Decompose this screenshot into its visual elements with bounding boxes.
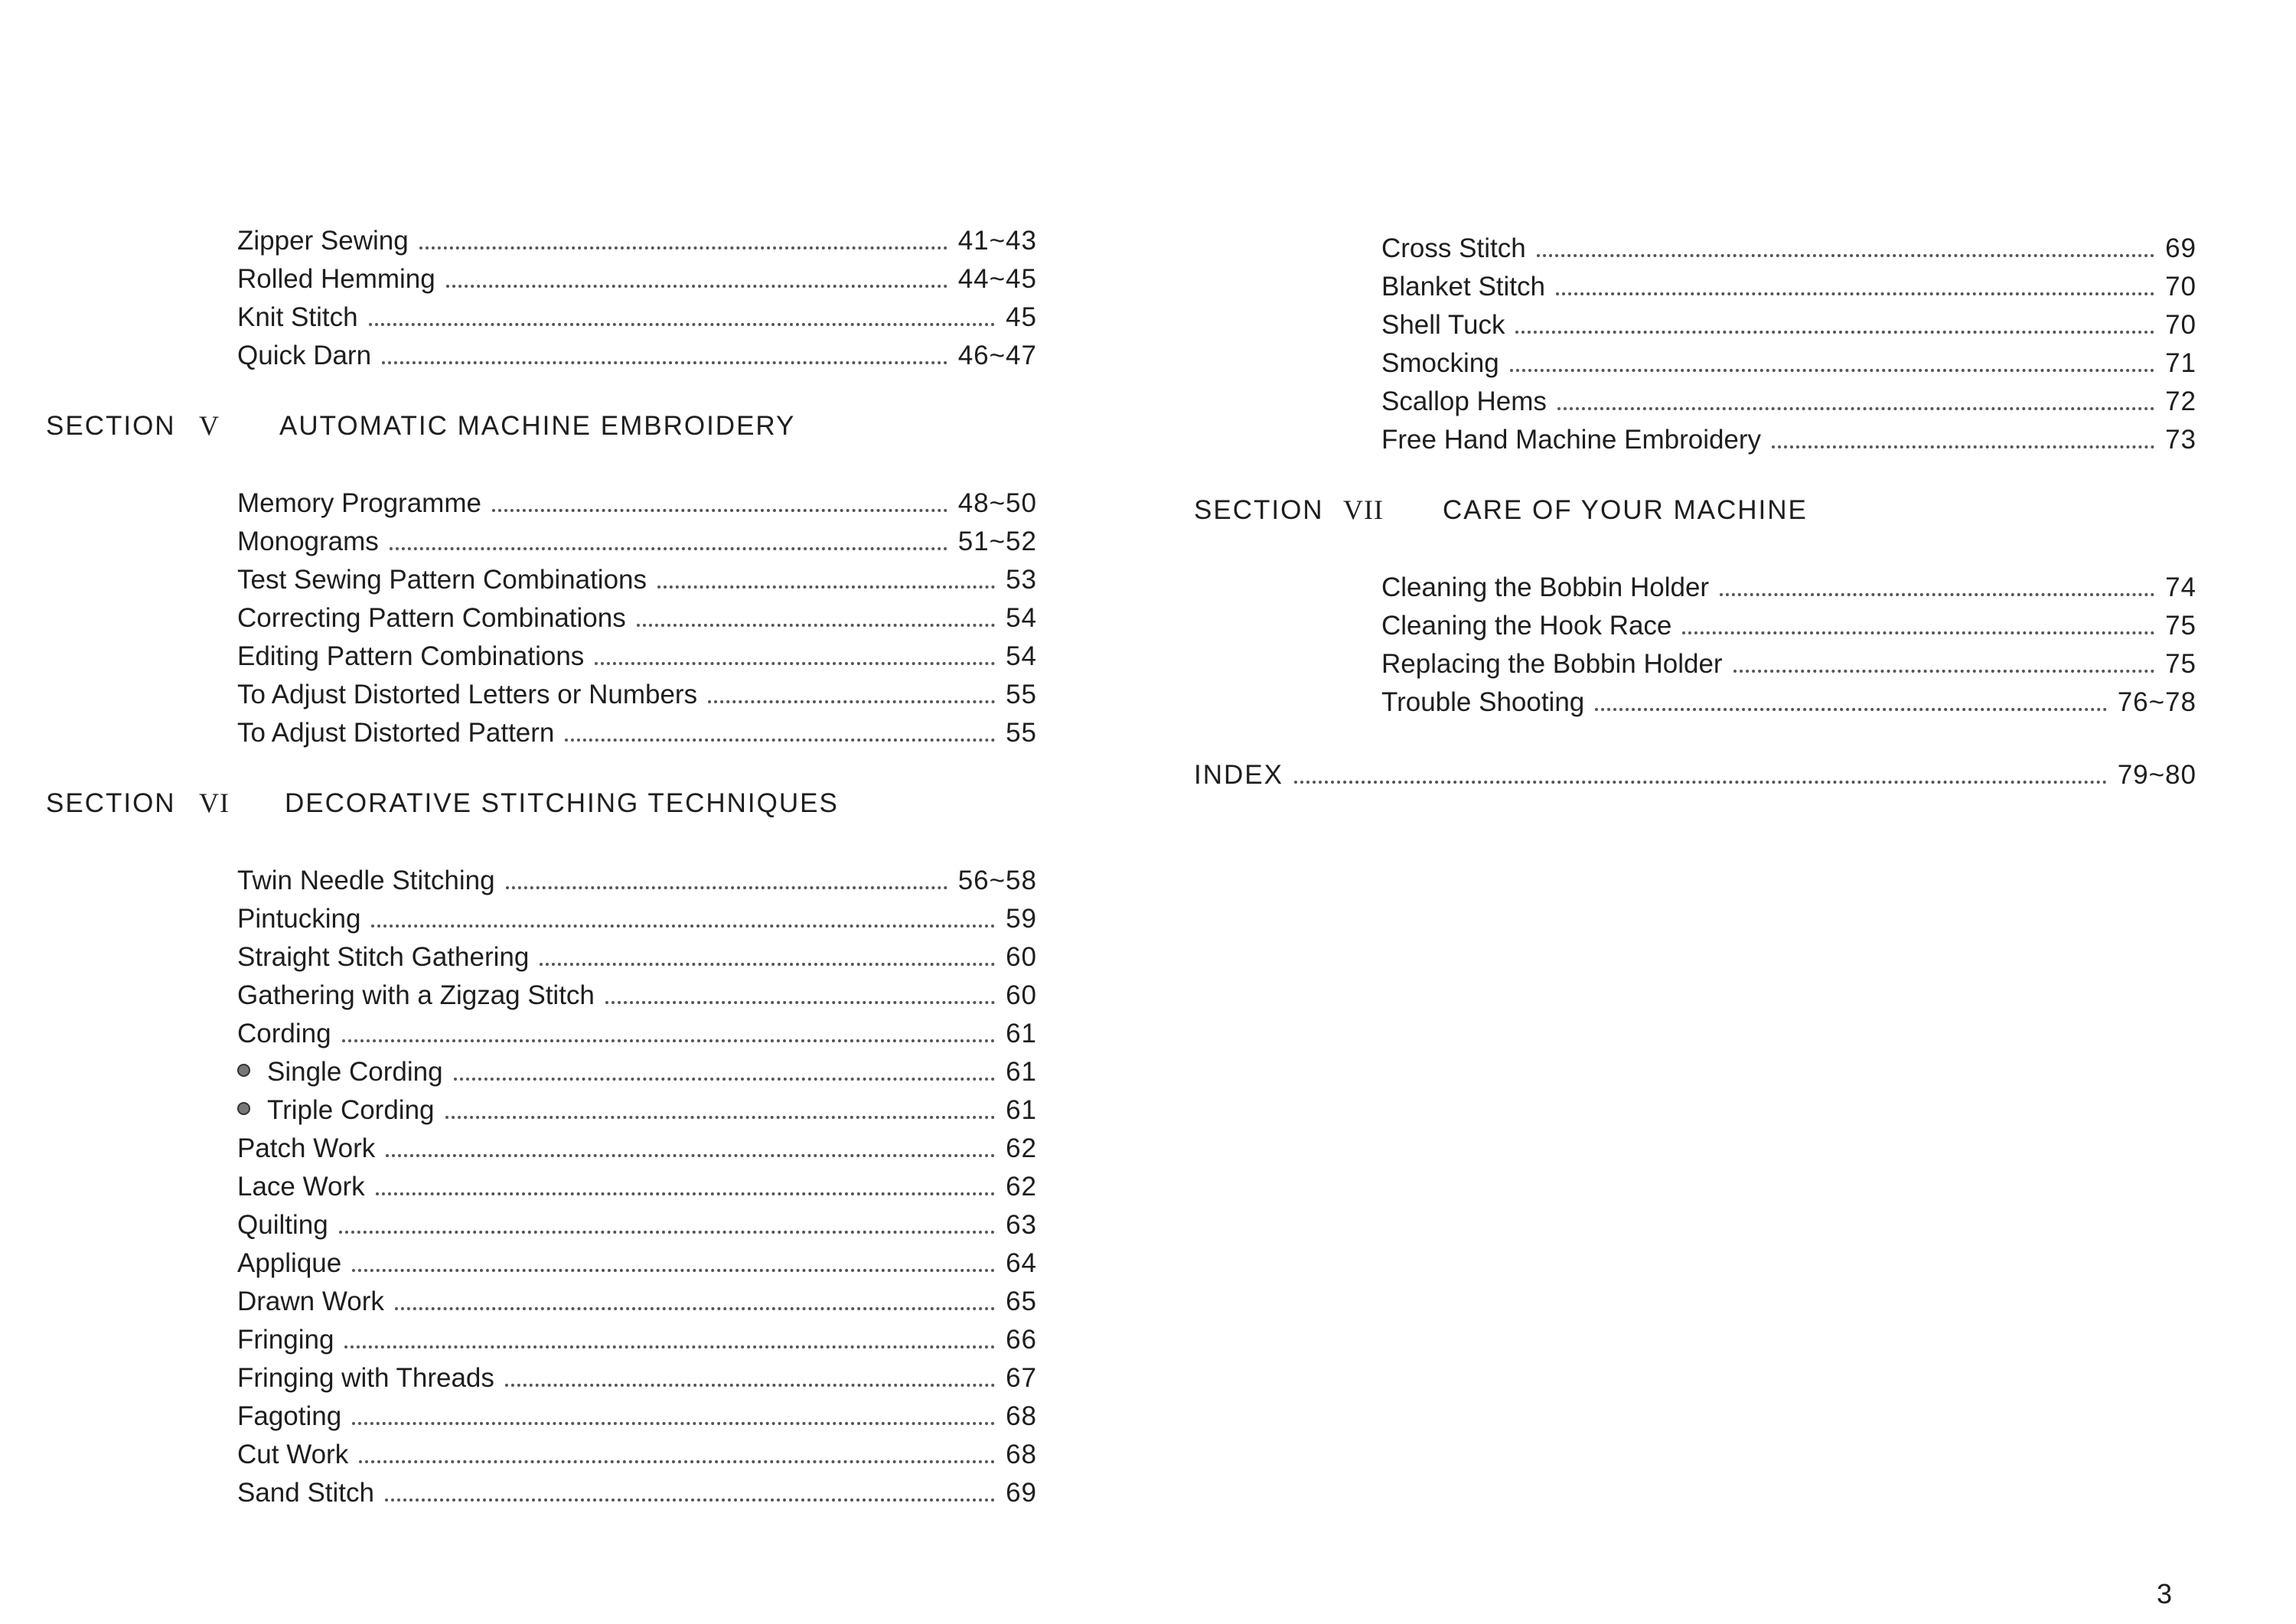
toc-entry-scallop-hems[interactable] xyxy=(1381,383,2197,421)
toc-entry-page: 62 xyxy=(1006,1172,1037,1202)
section-v-heading[interactable] xyxy=(46,409,1071,448)
dot-leader xyxy=(369,323,995,326)
toc-entry-title: Pintucking xyxy=(237,904,361,934)
toc-entry-quick-darn[interactable] xyxy=(237,337,1037,375)
toc-entry-test-sewing[interactable] xyxy=(237,561,1037,599)
toc-entry-title: Cleaning the Bobbin Holder xyxy=(1381,572,1710,602)
toc-entry-title: Cross Stitch xyxy=(1381,233,1526,263)
toc-entry-title: Blanket Stitch xyxy=(1381,272,1545,302)
toc-entry-title: Triple Cording xyxy=(237,1091,445,1130)
toc-entry-page: 45 xyxy=(1006,302,1037,332)
toc-entry-free-hand-embroidery[interactable] xyxy=(1381,421,2197,459)
dot-leader xyxy=(359,1460,995,1463)
toc-entry-monograms[interactable] xyxy=(237,523,1037,561)
toc-entry-shell-tuck[interactable] xyxy=(1381,306,2197,344)
toc-entry-fagoting[interactable] xyxy=(237,1397,1037,1436)
toc-entry-adjust-letters[interactable] xyxy=(237,676,1037,714)
toc-entry-title: Cut Work xyxy=(237,1440,349,1469)
toc-entry-page: 61 xyxy=(1006,1095,1037,1125)
toc-entry-page: 75 xyxy=(2165,611,2197,641)
dot-leader xyxy=(342,1039,995,1042)
toc-entry-title: Applique xyxy=(237,1248,342,1278)
toc-entry-title: Zipper Sewing xyxy=(237,226,409,256)
toc-entry-page: 72 xyxy=(2165,386,2197,416)
toc-entry-title: Correcting Pattern Combinations xyxy=(237,603,626,633)
dot-leader xyxy=(1733,670,2154,673)
dot-leader xyxy=(1556,292,2154,295)
dot-leader xyxy=(395,1307,995,1310)
toc-entry-rolled-hemming[interactable] xyxy=(237,260,1037,298)
dot-leader xyxy=(382,361,947,364)
toc-entry-pintucking[interactable] xyxy=(237,900,1037,938)
section-label: SECTION xyxy=(46,411,176,441)
toc-entry-fringing-threads[interactable] xyxy=(237,1359,1037,1397)
toc-entry-title: To Adjust Distorted Letters or Numbers xyxy=(237,680,698,709)
toc-entry-adjust-pattern[interactable] xyxy=(237,714,1037,752)
toc-entry-page: 61 xyxy=(1006,1057,1037,1087)
toc-entry-page: 70 xyxy=(2165,272,2197,302)
dot-leader xyxy=(1515,331,2154,334)
toc-entry-title: Fagoting xyxy=(237,1401,342,1431)
section-label: SECTION xyxy=(1194,495,1324,525)
toc-entry-cleaning-bobbin-holder[interactable] xyxy=(1381,569,2197,607)
dot-leader xyxy=(445,1116,996,1119)
toc-entry-page: 74 xyxy=(2165,572,2197,602)
dot-leader xyxy=(708,700,995,703)
toc-entry-sand-stitch[interactable] xyxy=(237,1474,1037,1512)
toc-entry-page: 68 xyxy=(1006,1401,1037,1431)
toc-entry-page: 59 xyxy=(1006,904,1037,934)
dot-leader xyxy=(1557,407,2154,410)
toc-entry-title: Memory Programme xyxy=(237,488,481,518)
dot-leader xyxy=(657,585,995,589)
toc-entry-page: 62 xyxy=(1006,1133,1037,1163)
toc-entry-lace-work[interactable] xyxy=(237,1168,1037,1206)
section-title: CARE OF YOUR MACHINE xyxy=(1443,495,1808,525)
toc-entry-page: 67 xyxy=(1006,1363,1037,1393)
toc-entry-title: Free Hand Machine Embroidery xyxy=(1381,425,1762,455)
toc-left-column xyxy=(0,222,1071,1512)
section-label: SECTION xyxy=(46,788,176,818)
toc-entry-page: 54 xyxy=(1006,641,1037,671)
toc-entry-page: 71 xyxy=(2165,348,2197,378)
toc-entry-title: Straight Stitch Gathering xyxy=(237,942,530,972)
toc-entry-title: Fringing with Threads xyxy=(237,1363,494,1393)
toc-entry-straight-gathering[interactable] xyxy=(237,938,1037,977)
toc-entry-title: Rolled Hemming xyxy=(237,264,435,294)
toc-entry-title: Drawn Work xyxy=(237,1286,384,1316)
dot-leader xyxy=(339,1231,995,1234)
dot-leader xyxy=(371,925,995,928)
toc-entry-title: Shell Tuck xyxy=(1381,310,1505,340)
toc-entry-title: Patch Work xyxy=(237,1133,376,1163)
toc-entry-page: 69 xyxy=(2165,233,2197,263)
toc-entry-page: 46~47 xyxy=(957,341,1037,370)
toc-entry-editing-patterns[interactable] xyxy=(237,638,1037,676)
toc-entry-page: 66 xyxy=(1006,1325,1037,1355)
dot-leader xyxy=(595,662,995,665)
dot-leader xyxy=(565,739,995,742)
toc-entry-trouble-shooting[interactable] xyxy=(1381,683,2197,722)
section-vi-heading[interactable] xyxy=(46,787,1071,825)
toc-entry-title: Replacing the Bobbin Holder xyxy=(1381,649,1723,679)
section-vii-heading[interactable] xyxy=(1194,494,2235,532)
dot-leader xyxy=(352,1269,995,1272)
toc-entry-triple-cording[interactable] xyxy=(237,1091,1037,1130)
toc-entry-title: Gathering with a Zigzag Stitch xyxy=(237,980,595,1010)
toc-entry-page: 68 xyxy=(1006,1440,1037,1469)
dot-leader xyxy=(637,624,995,627)
toc-entry-title: To Adjust Distorted Pattern xyxy=(237,718,555,748)
dot-leader xyxy=(390,547,947,550)
toc-entry-title: Knit Stitch xyxy=(237,302,358,332)
index-title: INDEX xyxy=(1194,760,1283,790)
dot-leader xyxy=(492,509,947,512)
toc-entry-title: Lace Work xyxy=(237,1172,365,1202)
dot-leader xyxy=(540,963,995,966)
index-page: 79~80 xyxy=(2117,760,2197,790)
toc-entry-smocking[interactable] xyxy=(1381,344,2197,383)
toc-entry-title: Trouble Shooting xyxy=(1381,687,1585,717)
toc-entry-page: 70 xyxy=(2165,310,2197,340)
toc-entry-patch-work[interactable] xyxy=(237,1130,1037,1168)
toc-entry-twin-needle[interactable] xyxy=(237,862,1037,900)
toc-entry-page: 44~45 xyxy=(957,264,1037,294)
dot-leader xyxy=(419,246,947,249)
toc-entry-page: 41~43 xyxy=(957,226,1037,256)
toc-entry-blanket-stitch[interactable] xyxy=(1381,268,2197,306)
dot-leader xyxy=(505,1384,995,1387)
toc-entry-page: 53 xyxy=(1006,565,1037,595)
toc-entry-quilting[interactable] xyxy=(237,1206,1037,1244)
dot-leader xyxy=(385,1498,995,1502)
toc-entry-page: 63 xyxy=(1006,1210,1037,1240)
dot-leader xyxy=(1595,708,2106,711)
dot-leader xyxy=(506,886,947,889)
section-numeral: V xyxy=(199,410,220,441)
toc-entry-fringing[interactable] xyxy=(237,1321,1037,1359)
dot-leader xyxy=(344,1345,995,1348)
toc-entry-page: 65 xyxy=(1006,1286,1037,1316)
toc-entry-page: 60 xyxy=(1006,980,1037,1010)
toc-entry-page: 69 xyxy=(1006,1478,1037,1508)
toc-entry-cross-stitch[interactable] xyxy=(1381,230,2197,268)
dot-leader xyxy=(446,285,947,288)
toc-entry-cut-work[interactable] xyxy=(237,1436,1037,1474)
toc-entry-page: 48~50 xyxy=(957,488,1037,518)
toc-entry-cleaning-hook-race[interactable] xyxy=(1381,607,2197,645)
toc-entry-title: Test Sewing Pattern Combinations xyxy=(237,565,647,595)
dot-leader xyxy=(1772,445,2154,448)
toc-entry-title: Editing Pattern Combinations xyxy=(237,641,585,671)
toc-right-column xyxy=(1179,230,2235,794)
section-numeral: VII xyxy=(1343,494,1384,525)
toc-entry-title: Cording xyxy=(237,1019,331,1048)
toc-entry-title: Quick Darn xyxy=(237,341,372,370)
dot-leader xyxy=(386,1154,995,1157)
dot-leader xyxy=(454,1078,995,1081)
toc-entry-title: Fringing xyxy=(237,1325,334,1355)
toc-entry-page: 73 xyxy=(2165,425,2197,455)
toc-entry-zigzag-gathering[interactable] xyxy=(237,977,1037,1015)
toc-entry-index[interactable] xyxy=(1194,756,2197,794)
dot-leader xyxy=(376,1192,995,1195)
toc-entry-title: Smocking xyxy=(1381,348,1499,378)
toc-entry-page: 64 xyxy=(1006,1248,1037,1278)
toc-entry-page: 56~58 xyxy=(957,866,1037,895)
toc-entry-page: 51~52 xyxy=(957,527,1037,556)
toc-entry-page: 76~78 xyxy=(2117,687,2197,717)
toc-entry-title: Sand Stitch xyxy=(237,1478,374,1508)
dot-leader xyxy=(1294,781,2107,784)
page-number: 3 xyxy=(2157,1578,2173,1609)
toc-entry-page: 61 xyxy=(1006,1019,1037,1048)
toc-entry-memory-programme[interactable] xyxy=(237,484,1037,523)
toc-entry-title: Scallop Hems xyxy=(1381,386,1547,416)
section-title: DECORATIVE STITCHING TECHNIQUES xyxy=(285,788,839,818)
toc-entry-title: Cleaning the Hook Race xyxy=(1381,611,1672,641)
toc-entry-page: 60 xyxy=(1006,942,1037,972)
toc-entry-title: Twin Needle Stitching xyxy=(237,866,495,895)
dot-leader xyxy=(605,1001,995,1004)
toc-entry-page: 55 xyxy=(1006,718,1037,748)
dot-leader xyxy=(1537,254,2154,257)
toc-entry-zipper-sewing[interactable] xyxy=(237,222,1037,260)
toc-entry-single-cording[interactable] xyxy=(237,1053,1037,1091)
toc-entry-cording[interactable] xyxy=(237,1015,1037,1053)
toc-entry-drawn-work[interactable] xyxy=(237,1283,1037,1321)
toc-entry-replacing-bobbin-holder[interactable] xyxy=(1381,645,2197,683)
toc-entry-page: 55 xyxy=(1006,680,1037,709)
toc-entry-applique[interactable] xyxy=(237,1244,1037,1283)
dot-leader xyxy=(1510,369,2154,372)
toc-entry-page: 75 xyxy=(2165,649,2197,679)
toc-entry-title: Quilting xyxy=(237,1210,328,1240)
dot-leader xyxy=(1682,631,2154,634)
toc-entry-correcting-patterns[interactable] xyxy=(237,599,1037,638)
toc-entry-page: 54 xyxy=(1006,603,1037,633)
toc-entry-title: Single Cording xyxy=(237,1053,454,1091)
section-title: AUTOMATIC MACHINE EMBROIDERY xyxy=(279,411,796,441)
toc-entry-knit-stitch[interactable] xyxy=(237,298,1037,337)
toc-entry-title: Monograms xyxy=(237,527,379,556)
dot-leader xyxy=(1720,593,2154,596)
section-numeral: VI xyxy=(199,788,230,818)
dot-leader xyxy=(352,1422,995,1425)
